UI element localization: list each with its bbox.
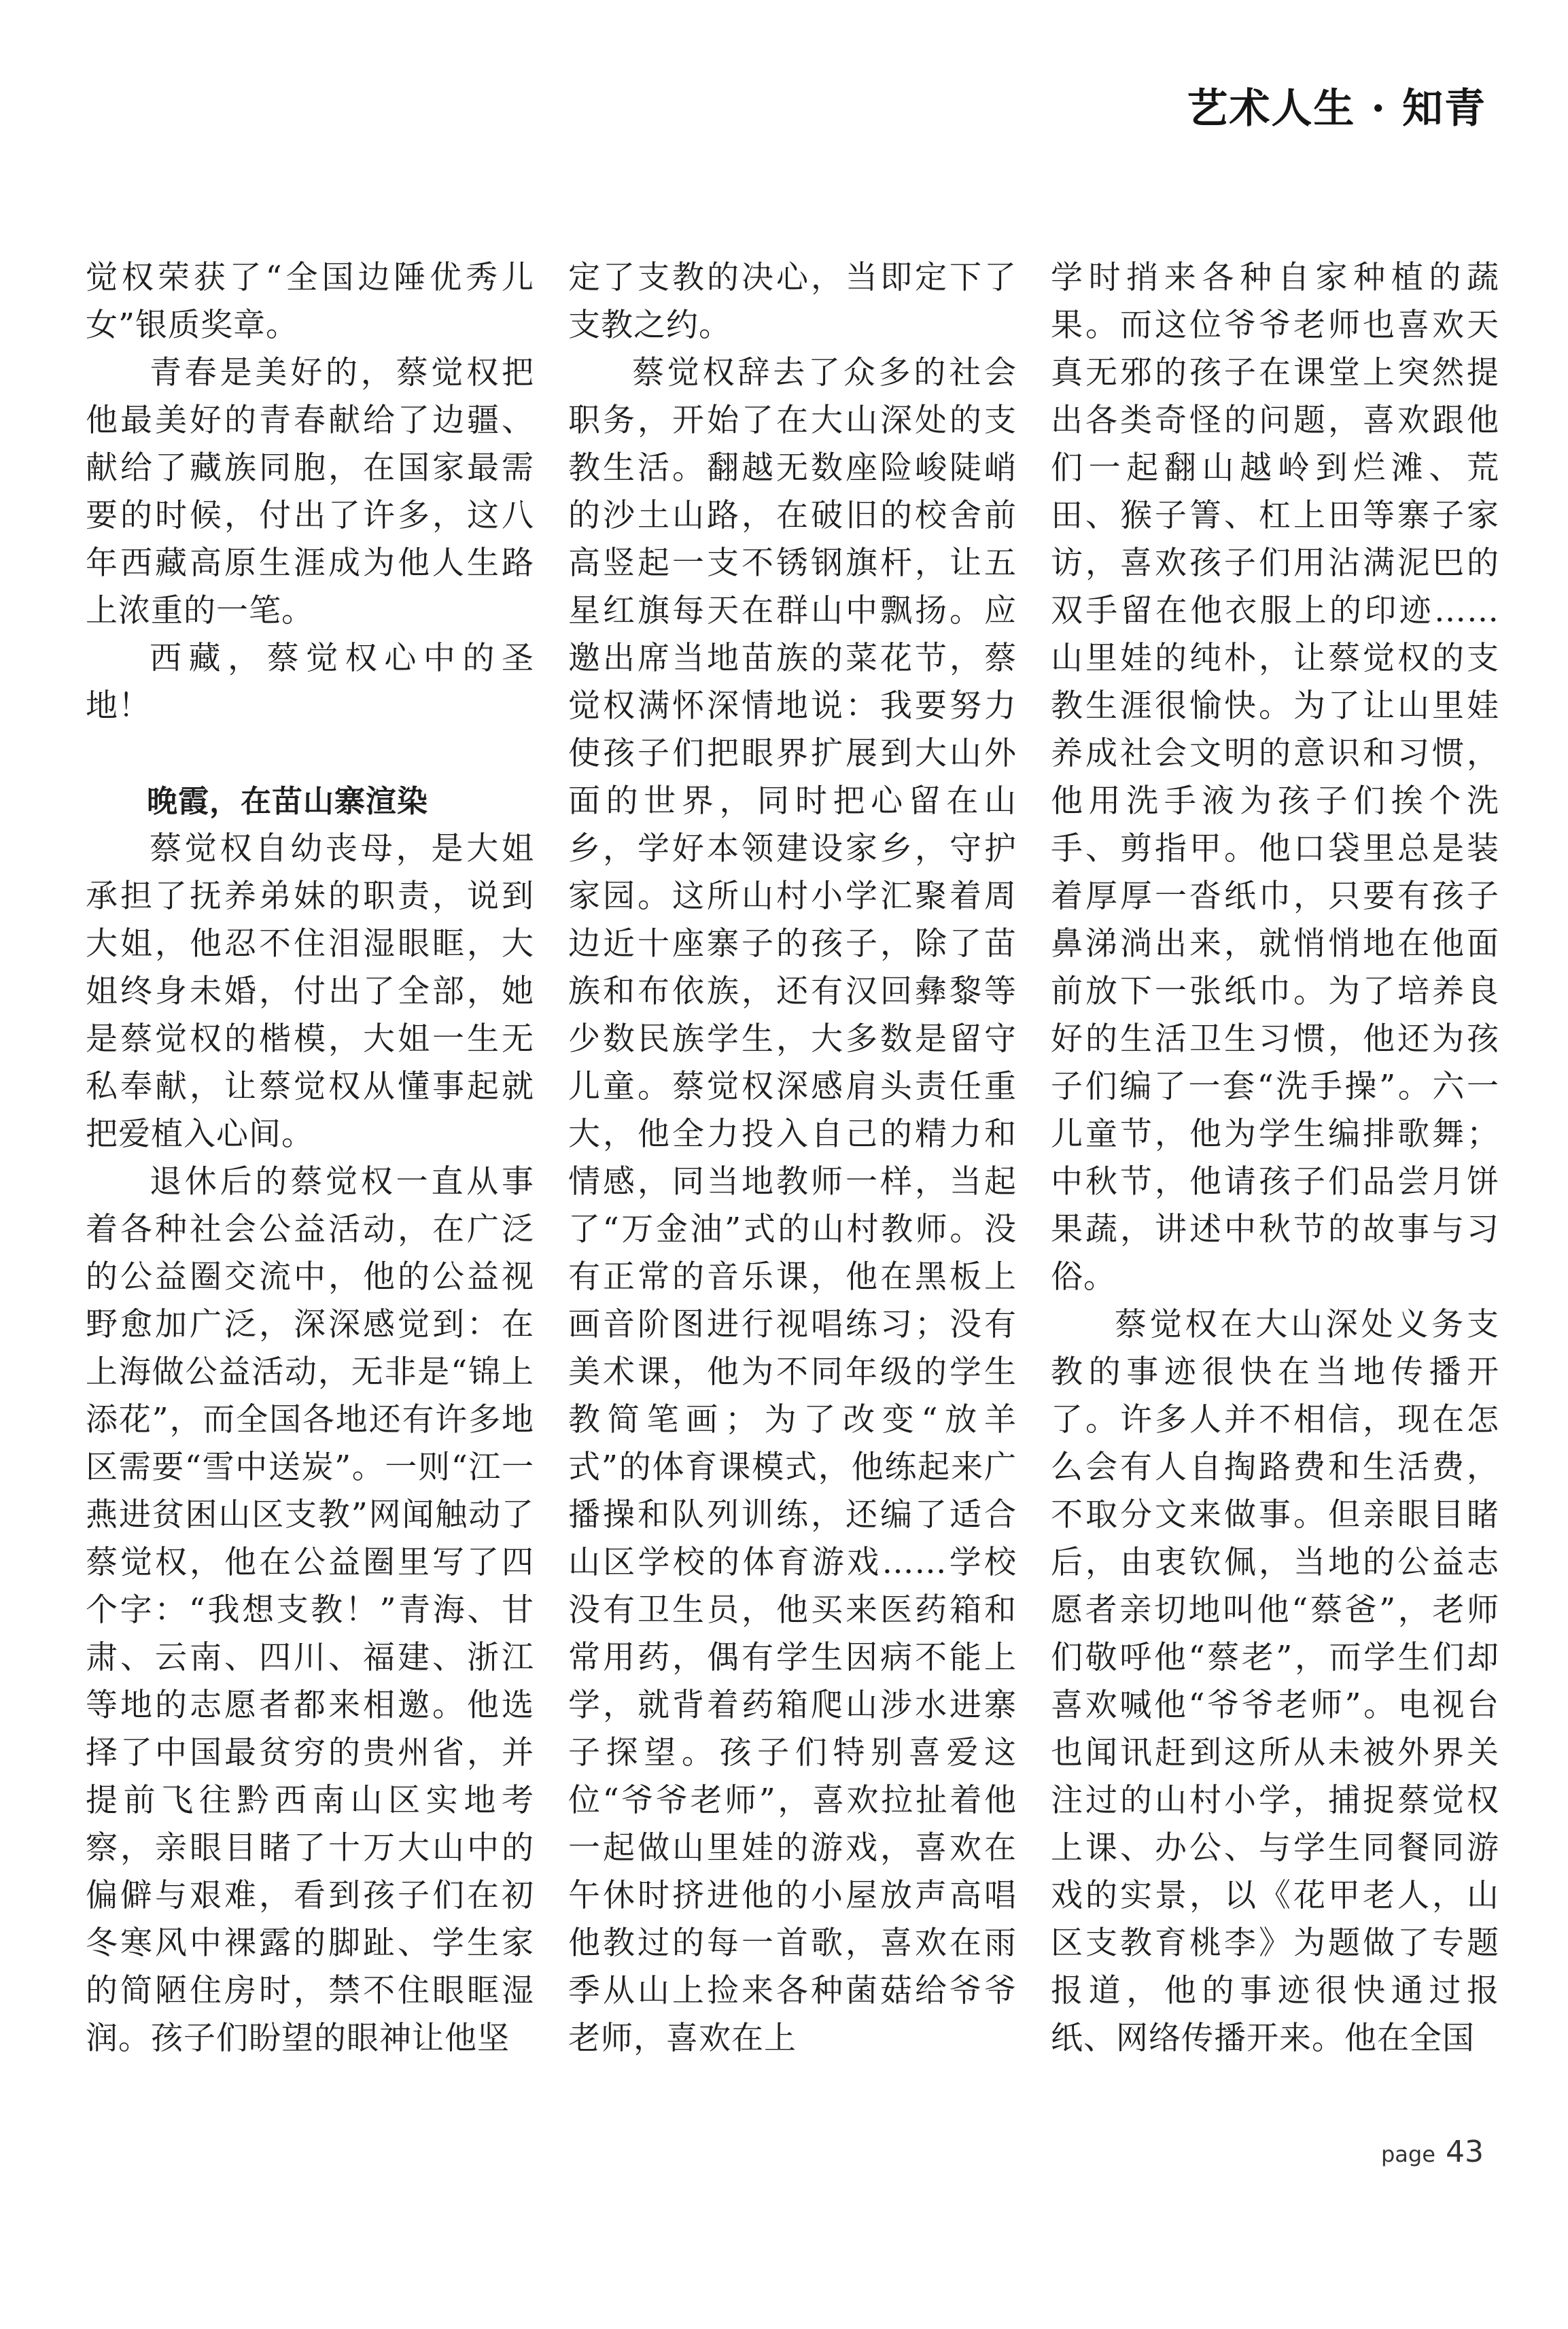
article-column-2 (568, 254, 1017, 2063)
article-column-3 (1051, 254, 1499, 2063)
paragraph: 蔡觉权在大山深处义务支教的事迹很快在当地传播开了。许多人并不相信，现在怎么会有人自掏路费和生活费，不取分文来做事。但亲眼目睹后，由衷钦佩，当地的公益志愿者亲切地叫他“蔡爸”，老师们敬呼他“蔡老”，而学生们却喜欢喊他“爷爷老师”。电视台也闻讯赶到这所从未被外界关注过的山村小学，捕捉蔡觉权上课、办公、与学生同餐同游戏的实景，以《花甲老人，山区支教育桃李》为题做了专题报道，他的事迹很快通过报纸、网络传播开来。他在全国 (1051, 1306, 1499, 2057)
page-label: page (1380, 2141, 1435, 2167)
paragraph: 学时捎来各种自家种植的蔬果。而这位爷爷老师也喜欢天真无邪的孩子在课堂上突然提出各类奇怪的问题，喜欢跟他们一起翻山越岭到烂滩、荒田、猴子箐、杠上田等寨子家访，喜欢孩子们用沾满泥巴的双手留在他衣服上的印迹……山里娃的纯朴，让蔡觉权的支教生涯很愉快。为了让山里娃养成社会文明的意识和习惯，他用洗手液为孩子们挨个洗手、剪指甲。他口袋里总是装着厚厚一沓纸巾，只要有孩子鼻涕淌出来，就悄悄地在他面前放下一张纸巾。为了培养良好的生活卫生习惯，他还为孩子们编了一套“洗手操”。六一儿童节，他为学生编排歌舞；中秋节，他请孩子们品尝月饼果蔬，讲述中秋节的故事与习俗。 (1051, 259, 1499, 1296)
paragraph: 觉权荣获了“全国边陲优秀儿女”银质奖章。 (86, 259, 534, 344)
paragraph: 蔡觉权辞去了众多的社会职务，开始了在大山深处的支教生活。翻越无数座险峻陡峭的沙土山路，在破旧的校舍前高竖起一支不锈钢旗杆，让五星红旗每天在群山中飘扬。应邀出席当地苗族的菜花节，蔡觉权满怀深情地说：我要努力使孩子们把眼界扩展到大山外面的世界，同时把心留在山乡，学好本领建设家乡，守护家园。这所山村小学汇聚着周边近十座寨子的孩子，除了苗族和布依族，还有汉回彝黎等少数民族学生，大多数是留守儿童。蔡觉权深感肩头责任重大，他全力投入自己的精力和情感，同当地教师一样，当起了“万金油”式的山村教师。没有正常的音乐课，他在黑板上画音阶图进行视唱练习；没有美术课，他为不同年级的学生教简笔画；为了改变“放羊式”的体育课模式，他练起来广播操和队列训练，还编了适合山区学校的体育游戏……学校没有卫生员，他买来医药箱和常用药，偶有学生因病不能上学，就背着药箱爬山涉水进寨子探望。孩子们特别喜爱这位“爷爷老师”，喜欢拉扯着他一起做山里娃的游戏，喜欢在午休时挤进他的小屋放声高唱他教过的每一首歌，喜欢在雨季从山上捡来各种菌菇给爷爷老师，喜欢在上 (568, 354, 1017, 2057)
paragraph: 西藏，蔡觉权心中的圣地！ (86, 640, 534, 725)
page-number-value: 43 (1446, 2135, 1484, 2169)
article-column-1 (86, 254, 534, 2063)
paragraph: 青春是美好的，蔡觉权把他最美好的青春献给了边疆、献给了藏族同胞，在国家最需要的时候，付出了许多，这八年西藏高原生涯成为他人生路上浓重的一笔。 (86, 354, 534, 629)
section-header: 艺术人生 · 知青 (1187, 85, 1486, 133)
section-title: 晚霞，在苗山寨渲染 (147, 783, 429, 819)
paragraph: 定了支教的决心，当即定下了支教之约。 (568, 259, 1017, 344)
page-number (1381, 2135, 1484, 2169)
paragraph: 退休后的蔡觉权一直从事着各种社会公益活动，在广泛的公益圈交流中，他的公益视野愈加广泛，深深感觉到：在上海做公益活动，无非是“锦上添花”，而全国各地还有许多地区需要“雪中送炭”。一则“江一燕进贫困山区支教”网闻触动了蔡觉权，他在公益圈里写了四个字：“我想支教！”青海、甘肃、云南、四川、福建、浙江等地的志愿者都来相邀。他选择了中国最贫穷的贵州省，并提前飞往黔西南山区实地考察，亲眼目睹了十万大山中的偏僻与艰难，看到孩子们在初冬寒风中裸露的脚趾、学生家的简陋住房时，禁不住眼眶湿润。孩子们盼望的眼神让他坚 (86, 1163, 534, 2057)
paragraph: 蔡觉权自幼丧母，是大姐承担了抚养弟妹的职责，说到大姐，他忍不住泪湿眼眶，大姐终身未婚，付出了全部，她是蔡觉权的楷模，大姐一生无私奉献，让蔡觉权从懂事起就把爱植入心间。 (86, 830, 534, 1153)
